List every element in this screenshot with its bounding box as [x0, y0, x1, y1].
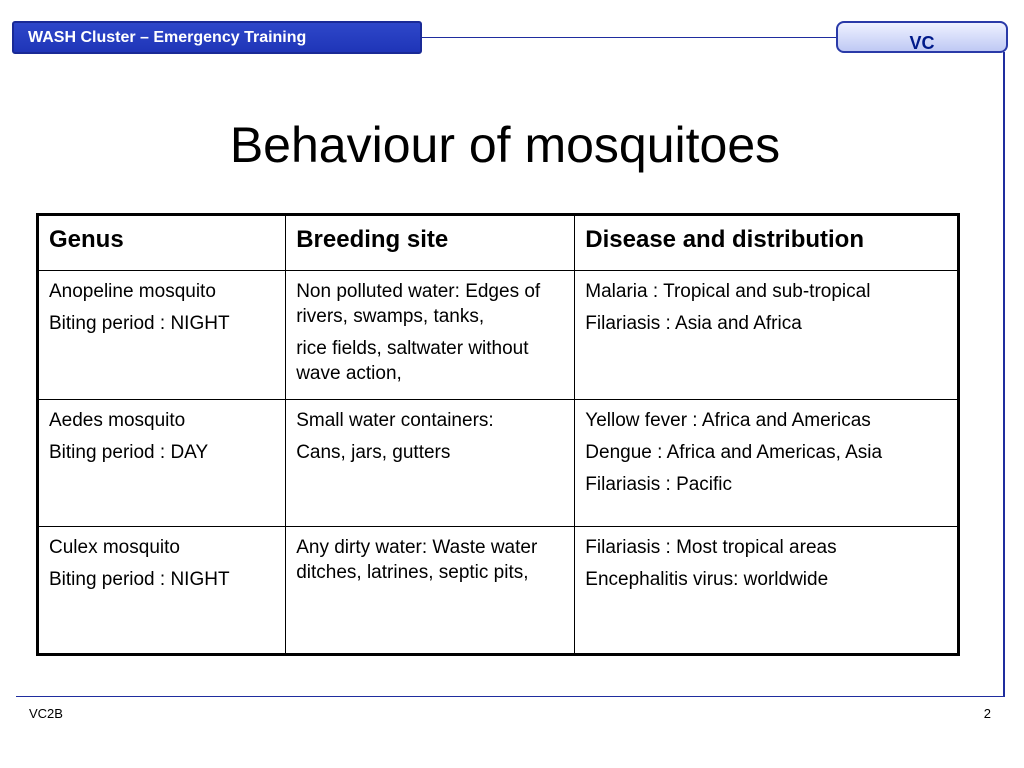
biting-period: Biting period : DAY: [49, 442, 209, 463]
breeding-site-cell: [286, 527, 575, 655]
biting-period: Biting period : NIGHT: [49, 313, 230, 334]
column-header-breeding-site: Breeding site: [286, 215, 575, 271]
disease-text: Dengue : Africa and Americas, Asia: [585, 442, 883, 463]
section-badge: VC: [836, 21, 1008, 53]
genus-cell: [38, 271, 286, 400]
column-header-disease-distribution: Disease and distribution: [575, 215, 959, 271]
disease-text: Filariasis : Asia and Africa: [585, 313, 802, 334]
disease-text: Filariasis : Pacific: [585, 474, 733, 495]
footer-slide-code: VC2B: [29, 706, 63, 721]
table-row-culex: [38, 527, 959, 655]
disease-text: Malaria : Tropical and sub-tropical: [585, 281, 871, 302]
biting-period: Biting period : NIGHT: [49, 569, 230, 590]
disease-cell: [575, 271, 959, 400]
disease-text: Yellow fever : Africa and Americas: [585, 410, 871, 431]
breeding-site-text: Any dirty water: Waste water ditches, latrines, septic pits,: [296, 537, 538, 583]
genus-name: Anopeline mosquito: [49, 281, 216, 302]
genus-name: Culex mosquito: [49, 537, 180, 558]
breeding-site-text: Non polluted water: Edges of rivers, swamps, tanks,: [296, 281, 541, 327]
disease-cell: [575, 527, 959, 655]
breeding-site-text: rice fields, saltwater without wave action,: [296, 338, 529, 384]
header-rule: [422, 37, 837, 38]
disease-text: Encephalitis virus: worldwide: [585, 569, 829, 590]
breeding-site-cell: [286, 400, 575, 527]
column-header-genus: Genus: [38, 215, 286, 271]
slide-title: Behaviour of mosquitoes: [229, 117, 781, 173]
footer-page-number: 2: [983, 706, 991, 721]
disease-cell: [575, 400, 959, 527]
table-header-row: [38, 215, 959, 271]
breeding-site-cell: [286, 271, 575, 400]
breeding-site-text: Small water containers:: [296, 410, 494, 431]
genus-cell: [38, 527, 286, 655]
breeding-site-text: Cans, jars, gutters: [296, 442, 451, 463]
footer-rule: [16, 696, 1005, 697]
table-row-aedes: [38, 400, 959, 527]
mosquito-behaviour-table: [36, 213, 960, 656]
cluster-training-badge: WASH Cluster – Emergency Training: [12, 21, 422, 54]
genus-name: Aedes mosquito: [49, 410, 186, 431]
disease-text: Filariasis : Most tropical areas: [585, 537, 837, 558]
genus-cell: [38, 400, 286, 527]
table-row-anopheline: [38, 271, 959, 400]
